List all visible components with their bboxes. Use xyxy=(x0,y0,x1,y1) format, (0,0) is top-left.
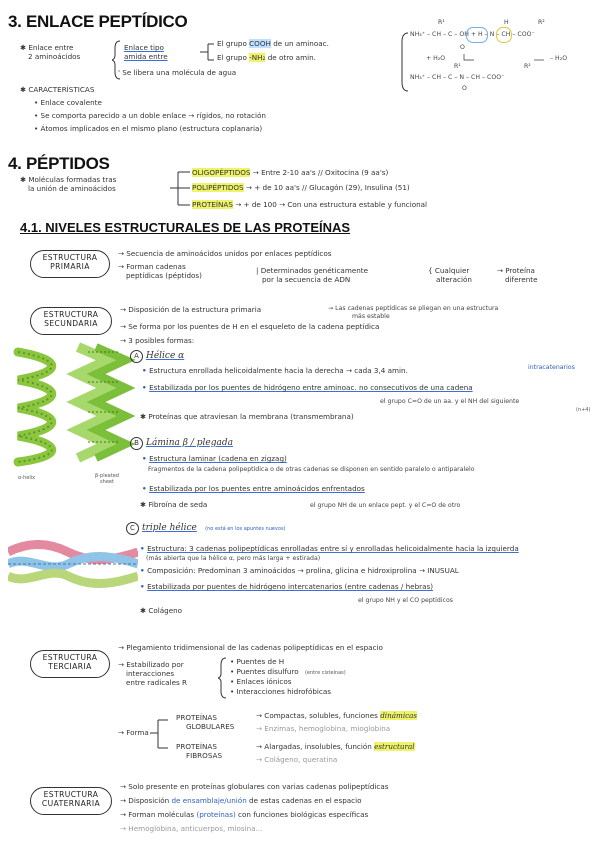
fibrosas-label: PROTEÍNAS FIBROSAS xyxy=(176,742,223,760)
alpha-helix-caption: α-helix xyxy=(18,475,36,481)
reaction-bracket xyxy=(400,32,410,92)
polipeptidos-row: POLIPÉPTIDOS → + de 10 aa's // Glucagón (29), Insulina (51) xyxy=(192,183,410,192)
proteinas-row: PROTEÍNAS → + de 100 → Con una estructura estable y funcional xyxy=(192,200,428,209)
sheet-l3b: el grupo NH de un enlace pept. y el C=O de otro xyxy=(310,502,461,509)
minus-water: – H₂O xyxy=(550,55,568,62)
cloud-terciaria: ESTRUCTURA TERCIARIA xyxy=(30,650,110,678)
sheet-l3: ✱ Fibroína de seda xyxy=(140,500,208,509)
sheet-l1b: Fragmentos de la cadena polipeptídica o de otras cadenas se disponen en sentido paralelo o antiparalelo xyxy=(148,466,475,473)
triple-heading: C triple hélice (no está en los apuntes nuevos) xyxy=(126,522,286,535)
section-4-title: 4. PÉPTIDOS xyxy=(8,154,110,173)
reaction-arrows xyxy=(460,50,550,64)
cloud-secundaria: ESTRUCTURA SECUNDARIA xyxy=(30,307,112,335)
cuaternaria-l4: → Hemoglobina, anticuerpos, miosina... xyxy=(120,824,263,833)
globulares-ex: → Enzimas, hemoglobina, mioglobina xyxy=(256,724,391,733)
brace-peptidos xyxy=(170,168,192,210)
bond-2: • Puentes disulfuro (entre cisteínas) xyxy=(230,667,346,676)
enlace-tipo-text: Enlace tipo amida entre xyxy=(124,43,168,61)
terciaria-forma: → Forma xyxy=(118,728,149,737)
triple-l4: ✱ Colágeno xyxy=(140,606,183,615)
helix-l3: ✱ Proteínas que atraviesan la membrana (transmembrana) xyxy=(140,412,354,421)
car-item-2: • Se comporta parecido a un doble enlace → rígidos, no rotación xyxy=(34,111,266,120)
beta-sheet-caption: β-pleated sheet xyxy=(95,473,119,485)
helix-l2: • Estabilizada por los puentes de hidrógeno entre aminoac. no consecutivos de una cadena xyxy=(142,383,473,392)
primaria-alteracion: { Cualquier alteración xyxy=(428,266,472,284)
globulares-label: PROTEÍNAS GLOBULARES xyxy=(176,713,235,731)
oligopeptidos-row: OLIGOPÉPTIDOS → Entre 2-10 aa's // Oxitocina (9 aa's) xyxy=(192,168,389,177)
car-item-1: • Enlace covalente xyxy=(34,98,102,107)
triple-l3: • Estabilizada por puentes de hidrógeno intercatenarios (entre cadenas / hebras) xyxy=(140,582,434,591)
beta-sheet-drawing xyxy=(78,347,126,458)
h-circle xyxy=(496,27,512,43)
bond-4: • Interacciones hidrofóbicas xyxy=(230,687,332,696)
secundaria-l1c: más estable xyxy=(352,313,390,320)
reactants-formula: NH₃⁺ – CH – C – OH + H – N – CH – COO⁻ xyxy=(410,31,535,38)
caracteristicas-title: ✱ CARACTERÍSTICAS xyxy=(20,85,95,94)
cuaternaria-l1: → Solo presente en proteínas globulares con varias cadenas polipeptídicas xyxy=(120,782,389,791)
helix-l2c: (n+4) xyxy=(576,407,591,413)
primaria-resultado: → Proteína diferente xyxy=(497,266,538,284)
amine-h-1: H xyxy=(504,19,509,26)
car-item-3: • Átomos implicados en el mismo plano (estructura coplanaria) xyxy=(34,124,263,133)
primaria-determinados: | Determinados genéticamente por la secuencia de ADN xyxy=(256,266,369,284)
libera-agua-text: ' Se libera una molécula de agua xyxy=(118,68,237,77)
carbonyl-o-1: O xyxy=(460,44,465,51)
enlace-entre-text: ✱ Enlace entre 2 aminoácidos xyxy=(20,43,81,61)
section-41-title: 4.1. NIVELES ESTRUCTURALES DE LAS PROTEÍNAS xyxy=(20,220,351,235)
secundaria-l2: → Se forma por los puentes de H en el esqueleto de la cadena peptídica xyxy=(120,322,380,331)
carbonyl-o-2: O xyxy=(462,85,467,92)
cloud-primaria: ESTRUCTURA PRIMARIA xyxy=(30,250,110,278)
r1-label-2: R¹ xyxy=(454,63,461,70)
fibrosas-desc: → Alargadas, insolubles, función estructural xyxy=(256,742,415,751)
grupo-nh2-text: El grupo -NH₂ de otro amin. xyxy=(217,53,316,62)
r2-label: R² xyxy=(538,19,545,26)
alpha-beta-illustration xyxy=(8,342,138,472)
bond-3: • Enlaces iónicos xyxy=(230,677,292,686)
secundaria-l3: → 3 posibles formas: xyxy=(120,336,195,345)
peptidos-desc: ✱ Moléculas formadas tras la unión de aminoácidos xyxy=(20,175,117,193)
section-3-title: 3. ENLACE PEPTÍDICO xyxy=(8,12,188,31)
cuaternaria-l2: → Disposición de ensamblaje/unión de estas cadenas en el espacio xyxy=(120,796,362,805)
helix-l1: • Estructura enrollada helicoidalmente hacia la derecha → cada 3,4 amin. xyxy=(142,366,408,375)
dipeptide-formula: NH₃⁺ – CH – C – N – CH – COO⁻ xyxy=(410,74,505,81)
sheet-l2: • Estabilizada por los puentes entre aminoácidos enfrentados xyxy=(142,484,365,493)
plus-water: + H₂O xyxy=(426,55,446,62)
helix-l2b: el grupo C=O de un aa. y el NH del siguiente xyxy=(380,398,520,405)
triple-l1: • Estructura: 3 cadenas polipeptídicas enrolladas entre sí y enrolladas helicoidalmente hacia la izquierda xyxy=(140,544,519,553)
helix-heading: A Hélice α xyxy=(130,350,184,363)
brace-bonds xyxy=(218,657,228,699)
alpha-helix-drawing xyxy=(18,352,52,462)
peptide-reaction xyxy=(400,18,595,93)
cloud-cuaternaria: ESTRUCTURA CUATERNARIA xyxy=(30,787,112,815)
bond-1: • Puentes de H xyxy=(230,657,285,666)
cuaternaria-l3: → Forman moléculas (proteínas) con funciones biológicas específicas xyxy=(120,810,369,819)
r2-label-2: R² xyxy=(524,63,531,70)
helix-note: intracatenarios xyxy=(528,364,575,371)
r1-label: R¹ xyxy=(438,19,445,26)
triple-l1b: (más abierta que la hélice α, pero más larga + estirada) xyxy=(146,555,321,562)
secundaria-l1b: → Las cadenas peptídicas se pliegan en una estructura xyxy=(328,305,499,312)
secundaria-l1: → Disposición de la estructura primaria xyxy=(120,305,262,314)
triple-l2: • Composición: Predominan 3 aminoácidos → prolina, glicina e hidroxiprolina → INUSUAL xyxy=(140,566,459,575)
oh-circle xyxy=(466,27,488,43)
triple-helix-illustration xyxy=(8,540,138,590)
primaria-l2: → Forman cadenas peptídicas (péptidos) xyxy=(118,262,202,280)
triple-l3b: el grupo NH y el CO peptídicos xyxy=(358,597,453,604)
primaria-l1: → Secuencia de aminoácidos unidos por enlaces peptídicos xyxy=(118,249,332,258)
globulares-desc: → Compactas, solubles, funciones dinámicas xyxy=(256,711,418,720)
terciaria-l1: → Plegamiento tridimensional de las cadenas polipeptídicas en el espacio xyxy=(118,643,383,652)
fibrosas-ex: → Colágeno, queratina xyxy=(256,755,338,764)
sheet-heading: B Lámina β / plegada xyxy=(130,437,233,450)
sheet-l1: • Estructura laminar (cadena en zigzag) xyxy=(142,454,287,463)
grupo-cooh-text: El grupo COOH de un aminoac. xyxy=(217,39,329,48)
brace-forms xyxy=(150,716,172,752)
terciaria-l2: → Estabilizado por interacciones entre radicales R xyxy=(118,660,188,687)
